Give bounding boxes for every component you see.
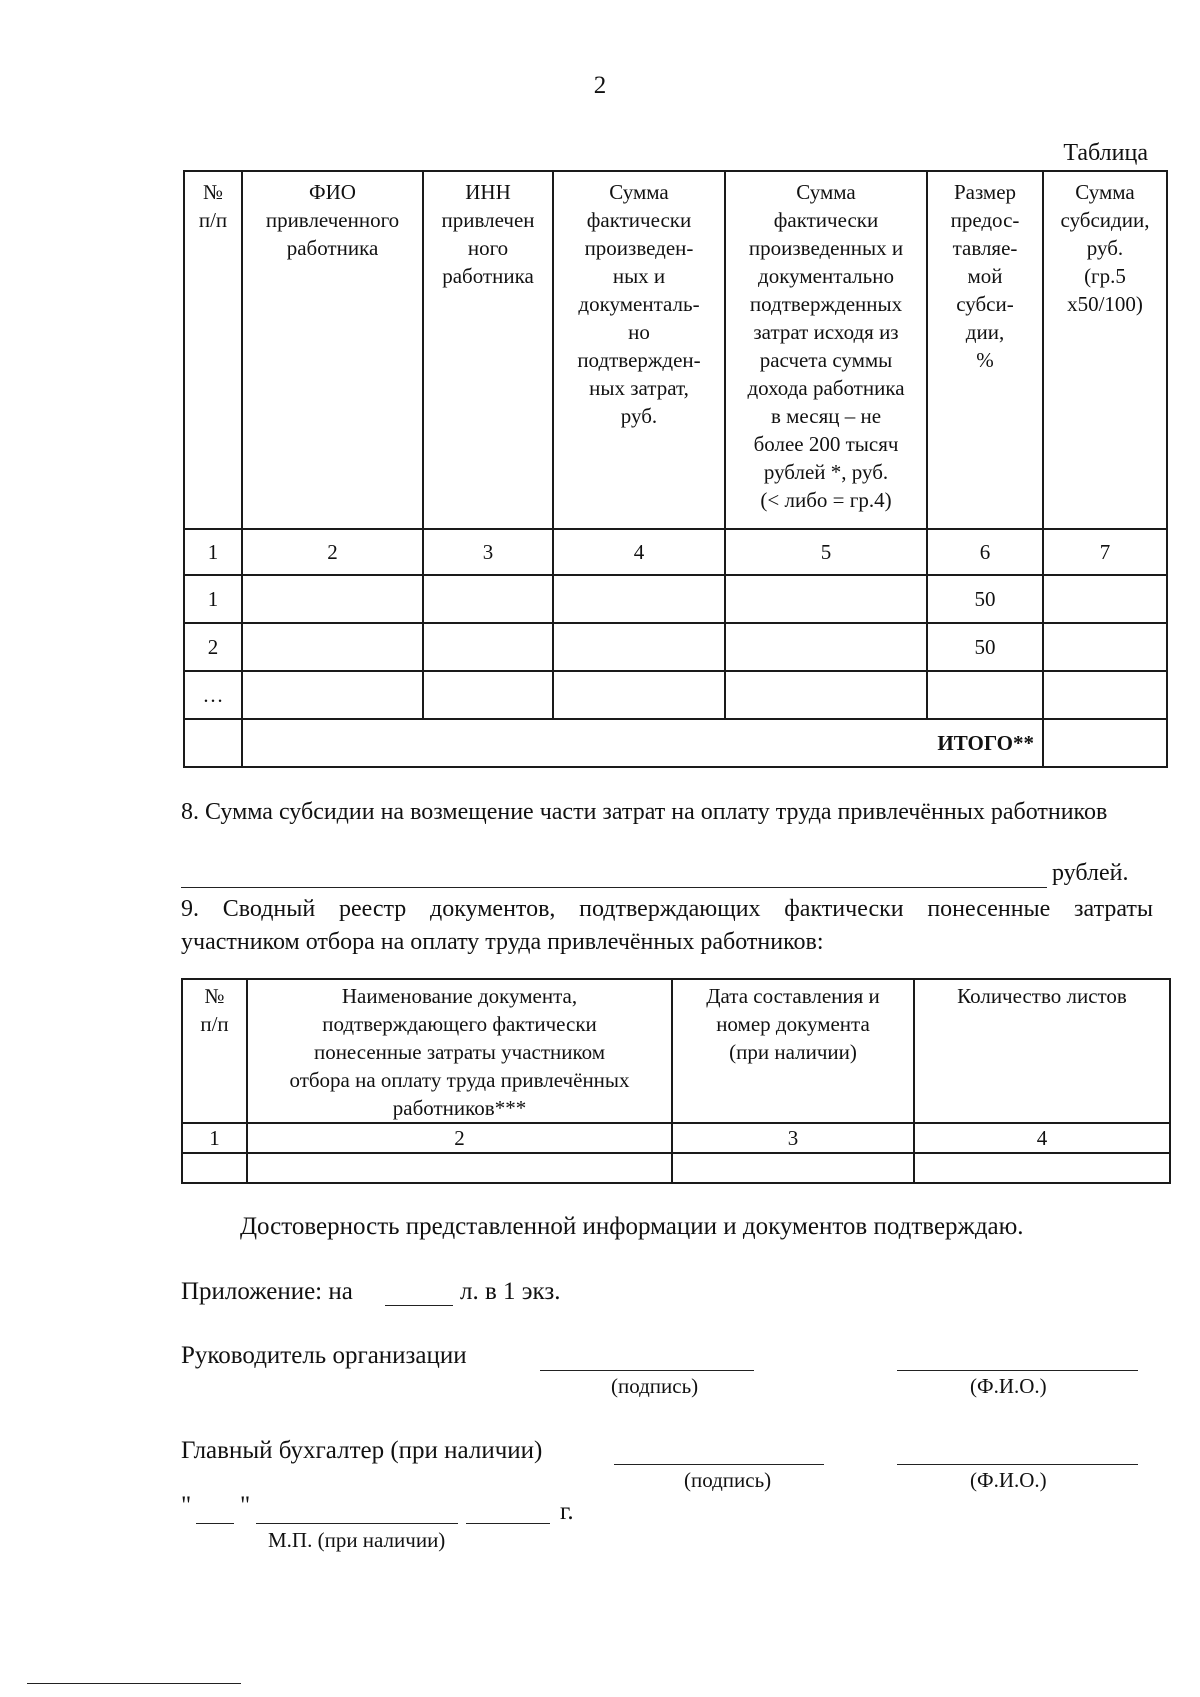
column-number: 1 bbox=[182, 1123, 247, 1153]
column-number: 4 bbox=[553, 529, 725, 575]
table-header-row bbox=[182, 979, 1170, 1123]
table-row bbox=[182, 1153, 1170, 1183]
header-cell: № п/п bbox=[184, 171, 242, 529]
column-number: 3 bbox=[423, 529, 553, 575]
table-cell bbox=[242, 623, 423, 671]
header-cell: Количество листов bbox=[914, 979, 1170, 1123]
subsidy-table bbox=[183, 170, 1168, 768]
signature-caption: (подпись) bbox=[611, 1374, 699, 1398]
date-quote-open: " bbox=[181, 1492, 192, 1519]
table-cell bbox=[1043, 575, 1167, 623]
signature-caption: (подпись) bbox=[684, 1468, 772, 1492]
table-cell bbox=[927, 671, 1043, 719]
accountant-signature-line bbox=[614, 1464, 824, 1465]
header-cell: Размер предос- тавляе- мой субси- дии, % bbox=[927, 171, 1043, 529]
section-8-text: 8. Сумма субсидии на возмещение части затрат на оплату труда привлечённых работников bbox=[181, 799, 1108, 825]
column-number: 5 bbox=[725, 529, 927, 575]
attachment-suffix: л. в 1 экз. bbox=[460, 1278, 561, 1305]
column-number: 2 bbox=[242, 529, 423, 575]
section-9-text: 9. Сводный реестр документов, подтверждающих фактически понесенные затраты участником отбора на оплату труда привлечённых работников: bbox=[181, 896, 1153, 955]
accountant-fio-line bbox=[897, 1464, 1138, 1465]
documents-registry-table bbox=[181, 978, 1171, 1184]
table-cell: 2 bbox=[184, 623, 242, 671]
date-year-line bbox=[466, 1523, 550, 1524]
table-cell bbox=[1043, 671, 1167, 719]
column-number: 7 bbox=[1043, 529, 1167, 575]
table-cell: 50 bbox=[927, 575, 1043, 623]
table-cell bbox=[672, 1153, 914, 1183]
table-cell bbox=[725, 575, 927, 623]
year-suffix: г. bbox=[560, 1498, 574, 1525]
table-cell: 50 bbox=[927, 623, 1043, 671]
table-cell bbox=[553, 623, 725, 671]
column-number: 2 bbox=[247, 1123, 672, 1153]
table-cell bbox=[423, 623, 553, 671]
table-cell bbox=[914, 1153, 1170, 1183]
total-value-cell bbox=[1043, 719, 1167, 767]
table-cell bbox=[242, 671, 423, 719]
table-cell bbox=[423, 671, 553, 719]
table-cell bbox=[725, 671, 927, 719]
total-row bbox=[184, 719, 1167, 767]
date-month-line bbox=[256, 1523, 458, 1524]
head-of-organization-label: Руководитель организации bbox=[181, 1342, 467, 1369]
fio-caption: (Ф.И.О.) bbox=[970, 1468, 1047, 1492]
column-number: 6 bbox=[927, 529, 1043, 575]
header-cell: Сумма субсидии, руб. (гр.5 х50/100) bbox=[1043, 171, 1167, 529]
table-cell bbox=[247, 1153, 672, 1183]
page-number: 2 bbox=[593, 72, 607, 99]
date-quote-close: " bbox=[240, 1492, 251, 1519]
table-cell bbox=[184, 719, 242, 767]
rubles-suffix: рублей. bbox=[1052, 860, 1129, 886]
chief-accountant-label: Главный бухгалтер (при наличии) bbox=[181, 1437, 543, 1464]
table-cell bbox=[553, 575, 725, 623]
column-number-row bbox=[184, 529, 1167, 575]
table-cell: … bbox=[184, 671, 242, 719]
table-cell bbox=[423, 575, 553, 623]
header-cell: Сумма фактически произведен- ных и документаль- но подтвержден- ных затрат, руб. bbox=[553, 171, 725, 529]
table-row bbox=[184, 671, 1167, 719]
table-caption: Таблица bbox=[1063, 140, 1148, 166]
table-cell bbox=[182, 1153, 247, 1183]
header-cell: ФИО привлеченного работника bbox=[242, 171, 423, 529]
column-number: 4 bbox=[914, 1123, 1170, 1153]
column-number: 3 bbox=[672, 1123, 914, 1153]
header-cell: № п/п bbox=[182, 979, 247, 1123]
column-number: 1 bbox=[184, 529, 242, 575]
table-header-row bbox=[184, 171, 1167, 529]
fio-caption: (Ф.И.О.) bbox=[970, 1374, 1047, 1398]
stamp-caption: М.П. (при наличии) bbox=[268, 1528, 446, 1552]
table-row bbox=[184, 623, 1167, 671]
table-cell bbox=[725, 623, 927, 671]
head-fio-line bbox=[897, 1370, 1138, 1371]
table-cell: 1 bbox=[184, 575, 242, 623]
table-cell bbox=[1043, 623, 1167, 671]
sheets-blank-line bbox=[385, 1305, 453, 1306]
attachment-prefix: Приложение: на bbox=[181, 1278, 353, 1305]
header-cell: Сумма фактически произведенных и документально подтвержденных затрат исходя из расчета суммы дохода работника в месяц – не более 200 тысяч рублей *, руб. (< либо = гр.4) bbox=[725, 171, 927, 529]
total-label: ИТОГО** bbox=[242, 719, 1043, 767]
confirmation-text: Достоверность представленной информации и документов подтверждаю. bbox=[240, 1213, 1024, 1240]
column-number-row bbox=[182, 1123, 1170, 1153]
header-cell: ИНН привлечен ного работника bbox=[423, 171, 553, 529]
head-signature-line bbox=[540, 1370, 754, 1371]
header-cell: Дата составления и номер документа (при наличии) bbox=[672, 979, 914, 1123]
table-cell bbox=[553, 671, 725, 719]
table-cell bbox=[242, 575, 423, 623]
header-cell: Наименование документа, подтверждающего фактически понесенные затраты участником отбора на оплату труда привлечённых работников*** bbox=[247, 979, 672, 1123]
amount-blank-line bbox=[181, 887, 1047, 888]
table-row bbox=[184, 575, 1167, 623]
date-day-line bbox=[196, 1523, 234, 1524]
footnote-separator bbox=[27, 1683, 241, 1684]
